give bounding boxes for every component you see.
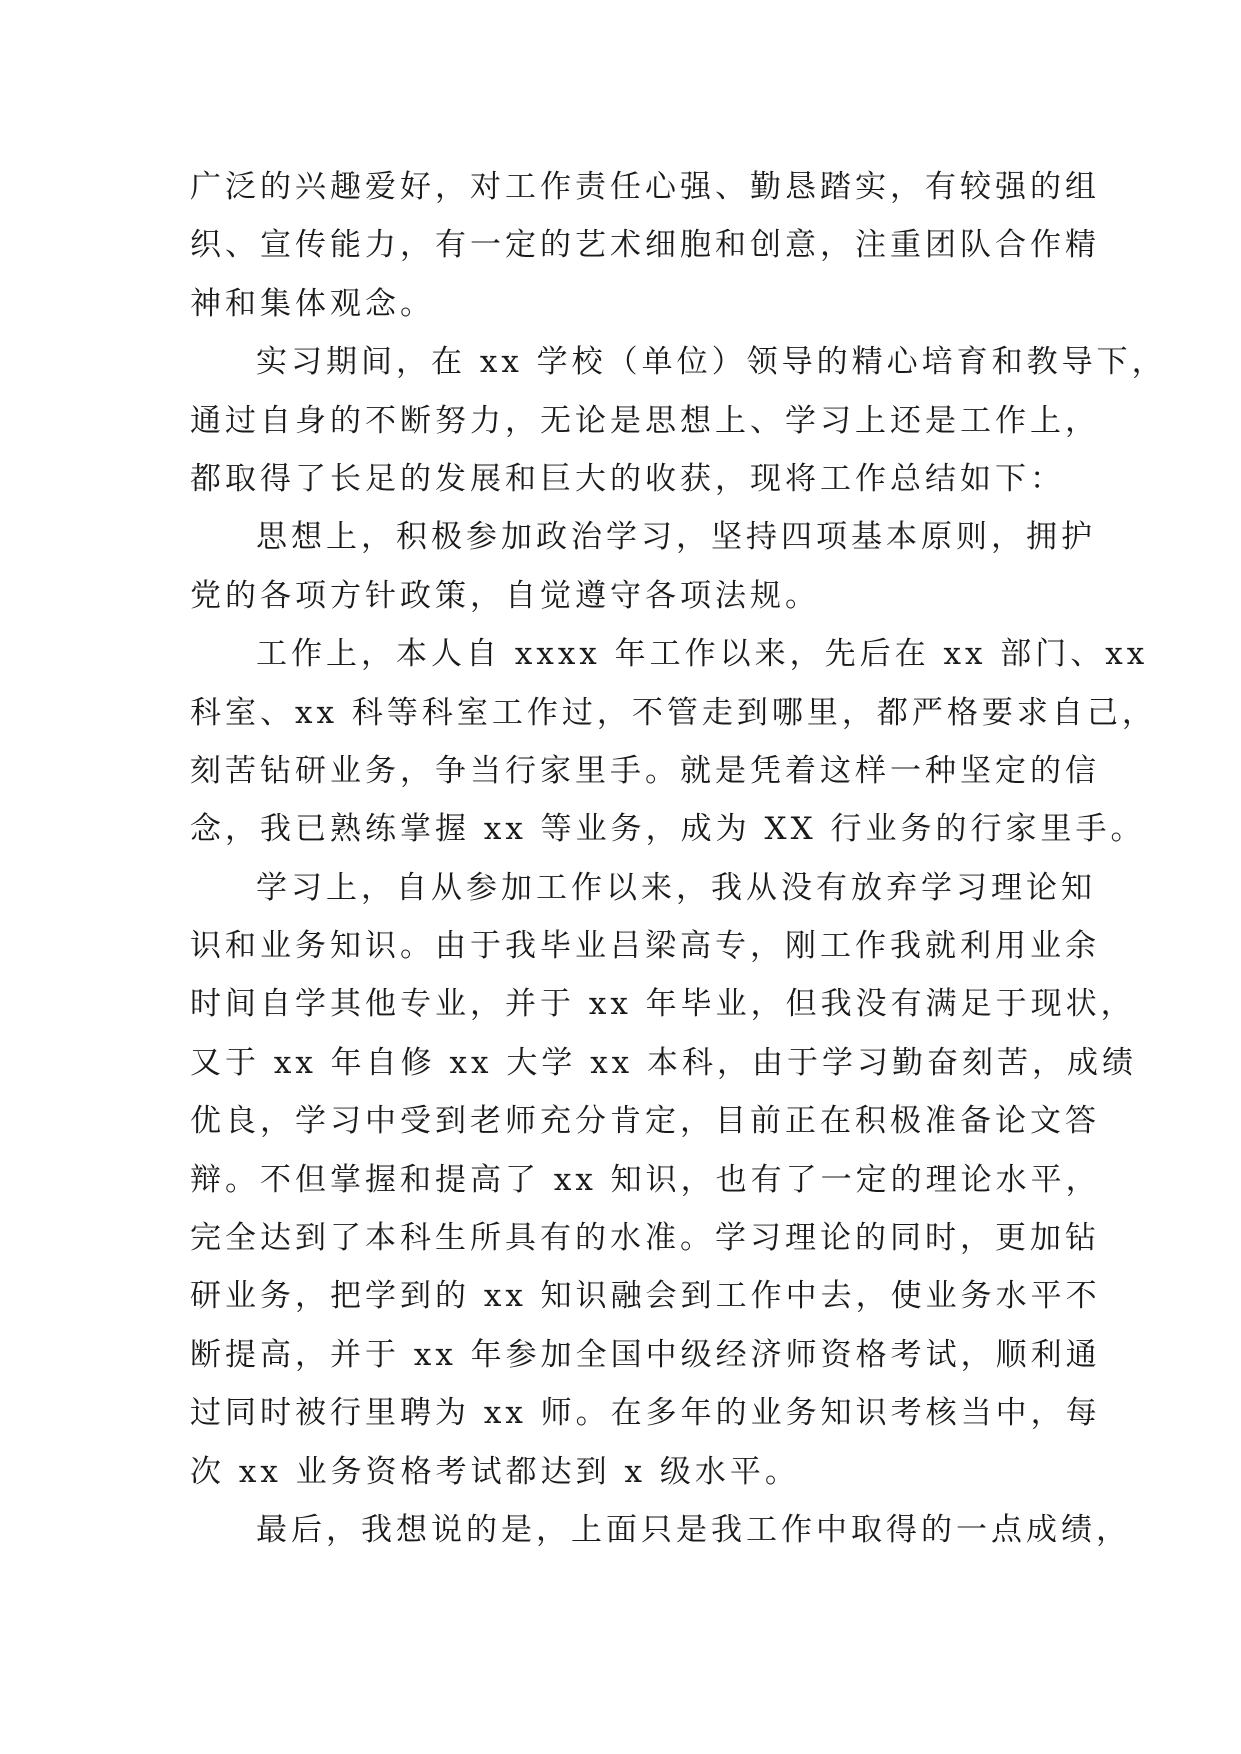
document-body: [190, 158, 1167, 1559]
text-line: 实习期间，在 xx 学校（单位）领导的精心培育和教导下，: [256, 344, 1167, 381]
text-line: 工作上，本人自 xxxx 年工作以来，先后在 xx 部门、xx: [256, 636, 1149, 673]
text-line: 断提高，并于 xx 年参加全国中级经济师资格考试，顺利通: [190, 1336, 1101, 1373]
text-line: 次 xx 业务资格考试都达到 x 级水平。: [190, 1453, 800, 1490]
text-line: 念，我已熟练掌握 xx 等业务，成为 XX 行业务的行家里手。: [190, 811, 1146, 848]
text-line: 又于 xx 年自修 xx 大学 xx 本科，由于学习勤奋刻苦，成绩: [190, 1044, 1138, 1081]
text-line: 时间自学其他专业，并于 xx 年毕业，但我没有满足于现状，: [190, 986, 1136, 1023]
text-line: 过同时被行里聘为 xx 师。在多年的业务知识考核当中，每: [190, 1395, 1101, 1432]
text-line: 科室、xx 科等科室工作过，不管走到哪里，都严格要求自己，: [190, 694, 1157, 731]
text-line: 思想上，积极参加政治学习，坚持四项基本原则，拥护: [256, 519, 1096, 556]
text-line: 刻苦钻研业务，争当行家里手。就是凭着这样一种坚定的信: [190, 752, 1100, 789]
text-line: 通过自身的不断努力，无论是思想上、学习上还是工作上，: [190, 402, 1100, 439]
text-line: 都取得了长足的发展和巨大的收获，现将工作总结如下：: [190, 460, 1065, 497]
text-line: 完全达到了本科生所具有的水准。学习理论的同时，更加钻: [190, 1220, 1100, 1257]
text-line: 识和业务知识。由于我毕业吕梁高专，刚工作我就利用业余: [190, 928, 1100, 965]
text-line: 研业务，把学到的 xx 知识融会到工作中去，使业务水平不: [190, 1278, 1101, 1315]
text-line: 最后，我想说的是，上面只是我工作中取得的一点成绩，: [256, 1511, 1131, 1548]
text-line: 学习上，自从参加工作以来，我从没有放弃学习理论知: [256, 869, 1096, 906]
text-line: 广泛的兴趣爱好，对工作责任心强、勤恳踏实，有较强的组: [190, 169, 1100, 205]
text-line: 织、宣传能力，有一定的艺术细胞和创意，注重团队合作精: [190, 227, 1100, 264]
text-line: 辩。不但掌握和提高了 xx 知识，也有了一定的理论水平，: [190, 1161, 1101, 1198]
text-line: 神和集体观念。: [190, 285, 435, 322]
text-line: 优良，学习中受到老师充分肯定，目前正在积极准备论文答: [190, 1103, 1100, 1140]
text-line: 党的各项方针政策，自觉遵守各项法规。: [190, 577, 820, 614]
